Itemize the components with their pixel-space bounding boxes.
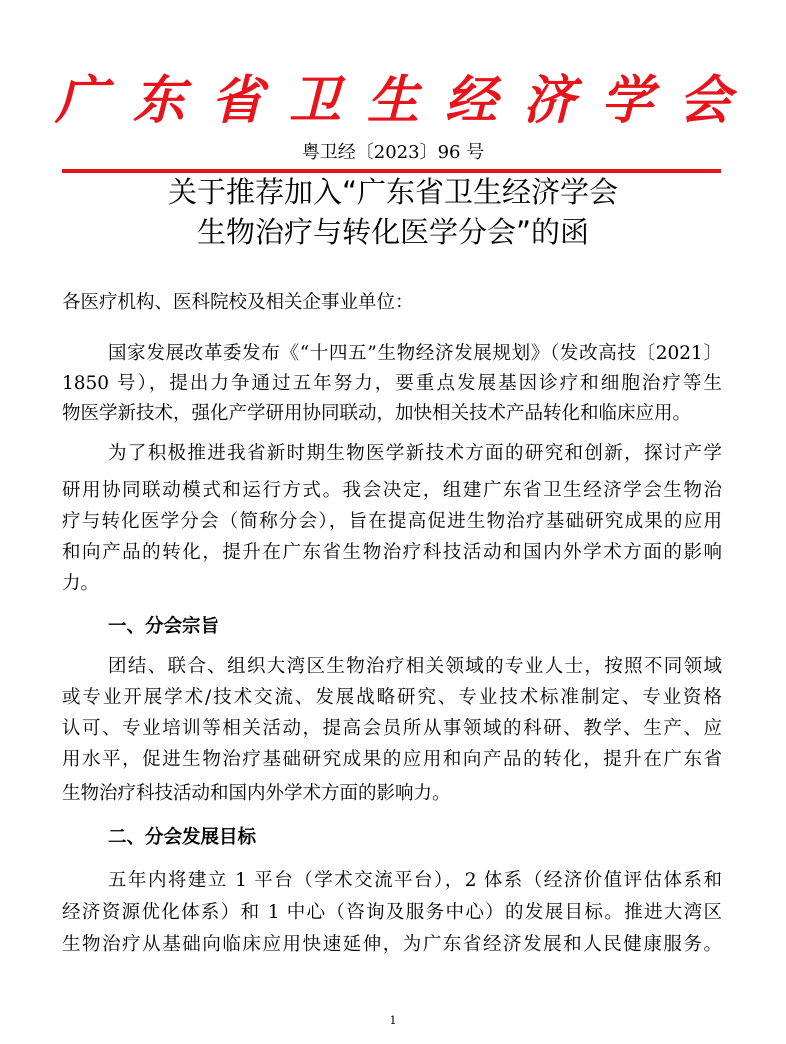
- section-1-line: 团结、联合、组织大湾区生物治疗相关领域的专业人士，按照不同领域: [108, 656, 722, 677]
- paragraph-1-line: 物医学新技术，强化产学研用协同联动，加快相关技术产品转化和临床应用。: [62, 403, 692, 424]
- paragraph-2-line: 和向产品的转化，提升在广东省生物治疗科技活动和国内外学术方面的影响: [62, 542, 722, 563]
- document-title-line-2: 生物治疗与转化医学分会”的函: [196, 215, 590, 249]
- section-1-line: 认可、专业培训等相关活动，提高会员所从事领域的科研、教学、生产、应: [62, 718, 722, 739]
- paragraph-1-line: 国家发展改革委发布《“十四五”生物经济发展规划》（发改高技〔2021〕: [108, 343, 722, 364]
- section-1-line: 生物治疗科技活动和国内外学术方面的影响力。: [62, 783, 451, 804]
- paragraph-1-line: 1850 号），提出力争通过五年努力，要重点发展基因诊疗和细胞治疗等生: [62, 373, 722, 394]
- paragraph-2-line: 力。: [62, 573, 100, 594]
- document-number: 粤卫经〔2023〕96 号: [301, 142, 485, 163]
- section-1-line: 用水平，促进生物治疗基础研究成果的应用和向产品的转化，提升在广东省: [62, 749, 722, 770]
- document-title-line-1: 关于推荐加入“广东省卫生经济学会: [167, 175, 619, 209]
- section-1-line: 或专业开展学术/技术交流、发展战略研究、专业技术标准制定、专业资格: [62, 687, 722, 708]
- section-2-line: 五年内将建立 1 平台（学术交流平台），2 体系（经济价值评估体系和: [108, 870, 722, 891]
- organization-letterhead: 广东省卫生经济学会: [54, 70, 757, 131]
- section-2-heading: 二、分会发展目标: [108, 827, 257, 848]
- paragraph-2-line: 疗与转化医学分会（简称分会），旨在提高促进生物治疗基础研究成果的应用: [62, 511, 722, 532]
- paragraph-2-line: 为了积极推进我省新时期生物医学新技术方面的研究和创新，探讨产学: [108, 443, 722, 464]
- section-2-line: 经济资源优化体系）和 1 中心（咨询及服务中心）的发展目标。推进大湾区: [62, 902, 722, 923]
- section-2-line: 生物治疗从基础向临床应用快速延伸，为广东省经济发展和人民健康服务。: [62, 934, 722, 955]
- page-number: 1: [389, 1014, 397, 1027]
- section-1-heading: 一、分会宗旨: [108, 616, 220, 637]
- paragraph-2-line: 研用协同联动模式和运行方式。我会决定，组建广东省卫生经济学会生物治: [62, 480, 722, 501]
- salutation: 各医疗机构、医科院校及相关企事业单位：: [62, 292, 414, 313]
